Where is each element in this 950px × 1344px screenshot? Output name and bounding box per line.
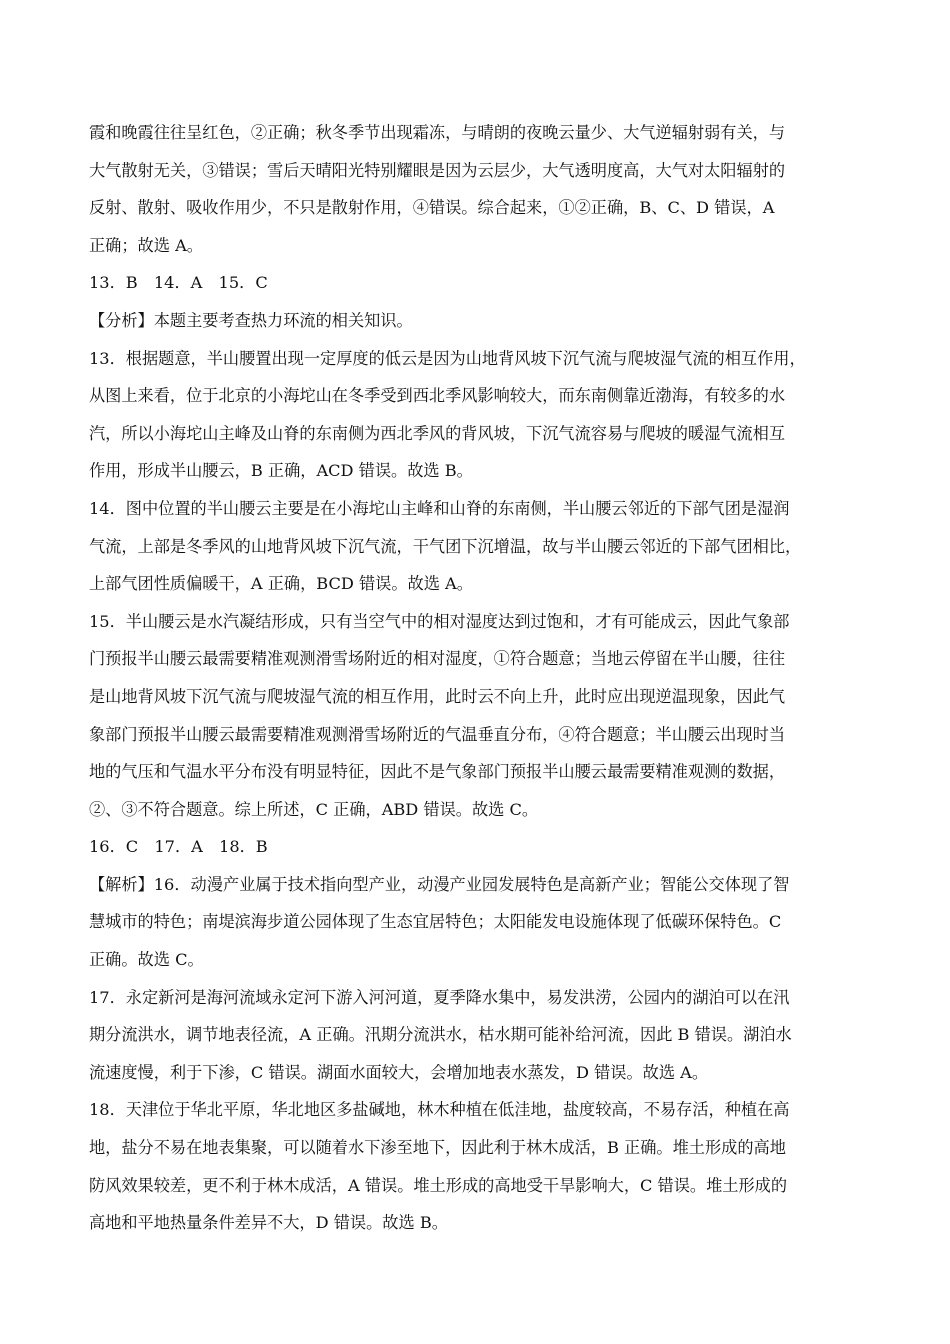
- text-line: 13．根据题意，半山腰置出现一定厚度的低云是因为山地背风坡下沉气流与爬坡湿气流的相互作用，: [89, 348, 806, 368]
- text-line: 17．永定新河是海河流域永定河下游入河河道，夏季降水集中，易发洪涝，公园内的湖泊可以在汛: [89, 987, 790, 1007]
- text-line: 地的气压和气温水平分布没有明显特征，因此不是气象部门预报半山腰云最需要精准观测的数据，: [89, 762, 786, 782]
- text-line: 正确；故选 A。: [89, 235, 203, 255]
- answer-line-16-18: 16．C 17．A 18．B: [89, 837, 268, 857]
- text-line: 气流，上部是冬季风的山地背风坡下沉气流，干气团下沉增温，故与半山腰云邻近的下部气团相比，: [89, 536, 802, 556]
- text-line: 从图上来看，位于北京的小海坨山在冬季受到西北季风影响较大，而东南侧靠近渤海，有较多的水: [89, 386, 786, 406]
- text-line: 大气散射无关，③错误；雪后天晴阳光特别耀眼是因为云层少，大气透明度高，大气对太阳辐射的: [89, 160, 786, 180]
- text-line: 地，盐分不易在地表集聚，可以随着水下渗至地下，因此利于林木成活，B 正确。堆土形成的高地: [89, 1138, 786, 1158]
- text-line: ②、③不符合题意。综上所述，C 正确，ABD 错误。故选 C。: [89, 799, 539, 819]
- text-line: 高地和平地热量条件差异不大，D 错误。故选 B。: [89, 1213, 448, 1233]
- text-line: 14．图中位置的半山腰云主要是在小海坨山主峰和山脊的东南侧，半山腰云邻近的下部气团是湿润: [89, 498, 790, 518]
- text-line: 门预报半山腰云最需要精准观测滑雪场附近的相对湿度，①符合题意；当地云停留在半山腰，往往: [89, 649, 786, 669]
- text-line: 正确。故选 C。: [89, 950, 204, 970]
- text-line: 上部气团性质偏暖干，A 正确，BCD 错误。故选 A。: [89, 574, 473, 594]
- text-line: 15．半山腰云是水汽凝结形成，只有当空气中的相对湿度达到过饱和，才有可能成云，因此气象部: [89, 611, 790, 631]
- text-line: 防风效果较差，更不利于林木成活，A 错误。堆土形成的高地受干旱影响大，C 错误。堆土形成的: [89, 1175, 788, 1195]
- text-line: 流速度慢，利于下渗，C 错误。湖面水面较大，会增加地表水蒸发，D 错误。故选 A。: [89, 1062, 709, 1082]
- text-line: 18．天津位于华北平原，华北地区多盐碱地，林木种植在低洼地，盐度较高，不易存活，种植在高: [89, 1100, 790, 1120]
- text-line: 象部门预报半山腰云最需要精准观测滑雪场附近的气温垂直分布，④符合题意；半山腰云出现时当: [89, 724, 786, 744]
- text-line: 期分流洪水，调节地表径流，A 正确。汛期分流洪水，枯水期可能补给河流，因此 B 错误。湖泊水: [89, 1025, 792, 1045]
- explanation-heading: 【解析】16．动漫产业属于技术指向型产业，动漫产业园发展特色是高新产业；智能公交体现了智: [89, 874, 790, 894]
- analysis-heading: 【分析】本题主要考查热力环流的相关知识。: [89, 310, 413, 330]
- text-line: 作用，形成半山腰云，B 正确，ACD 错误。故选 B。: [89, 461, 473, 481]
- text-line: 霞和晚霞往往呈红色，②正确；秋冬季节出现霜冻，与晴朗的夜晚云量少、大气逆辐射弱有关，与: [89, 123, 786, 142]
- answer-line-13-15: 13．B 14．A 15．C: [89, 273, 268, 293]
- text-line: 慧城市的特色；南堤滨海步道公园体现了生态宜居特色；太阳能发电设施体现了低碳环保特色。C: [89, 912, 782, 932]
- text-line: 汽，所以小海坨山主峰及山脊的东南侧为西北季风的背风坡，下沉气流容易与爬坡的暖湿气流相互: [89, 423, 786, 443]
- text-line: 反射、散射、吸收作用少，不只是散射作用，④错误。综合起来，①②正确，B、C、D 错误，A: [89, 198, 775, 218]
- text-line: 是山地背风坡下沉气流与爬坡湿气流的相互作用，此时云不向上升，此时应出现逆温现象，因此气: [89, 686, 786, 706]
